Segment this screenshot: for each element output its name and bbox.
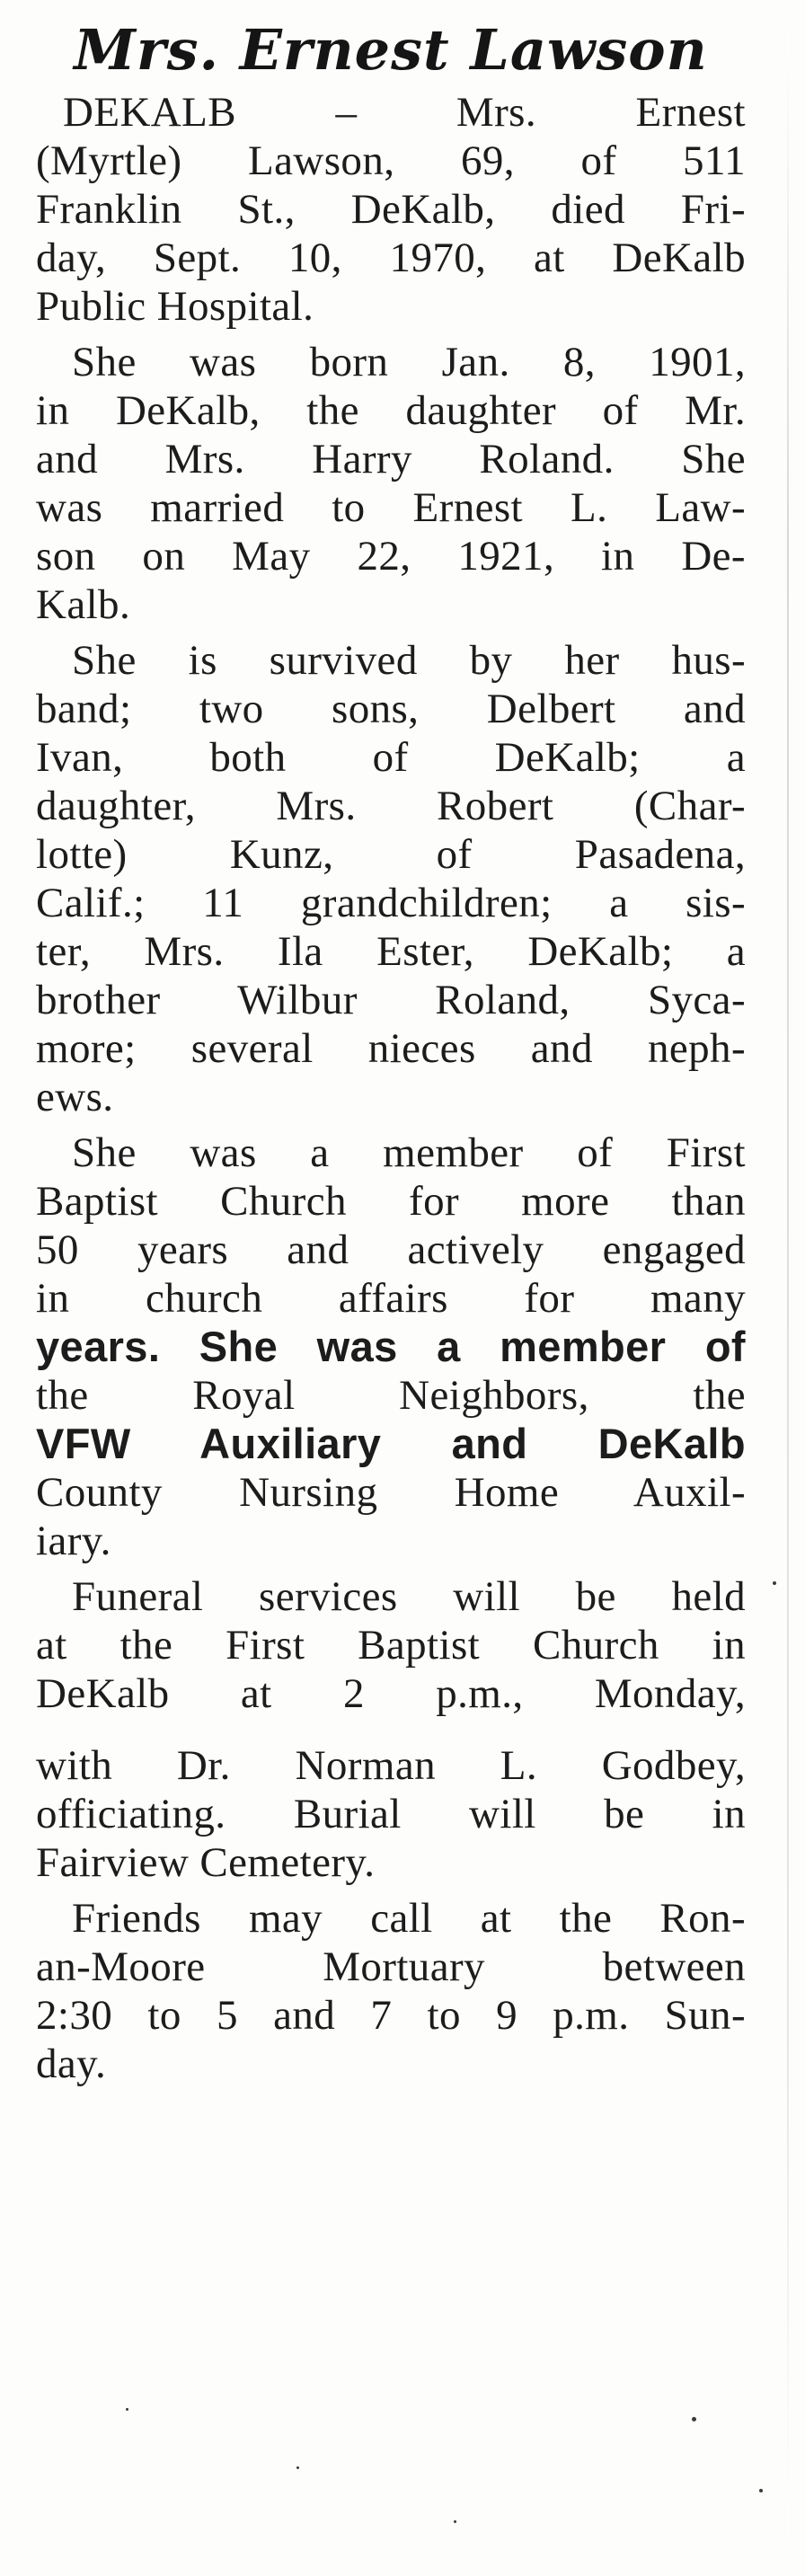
scan-speck [773, 1581, 776, 1585]
text-line: Public Hospital. [36, 283, 314, 330]
text-line: and Mrs. Harry Roland. She [36, 436, 746, 482]
text-line: Calif.; 11 grandchildren; a sis- [36, 880, 746, 926]
text-line: in church affairs for many [36, 1275, 746, 1322]
text-line: Friends may call at the Ron- [72, 1895, 746, 1942]
text-line: was married to Ernest L. Law- [36, 484, 746, 531]
text-line: Fairview Cemetery. [36, 1839, 376, 1886]
scan-speck [759, 2489, 763, 2492]
text-line: Franklin St., DeKalb, died Fri- [36, 186, 746, 233]
obituary-paragraph [36, 1741, 746, 1887]
obituary-paragraph [36, 338, 746, 629]
text-line: day, Sept. 10, 1970, at DeKalb [36, 235, 746, 281]
text-line: County Nursing Home Auxil- [36, 1469, 746, 1516]
obituary-paragraph [36, 1129, 746, 1565]
text-line: the Royal Neighbors, the [36, 1372, 746, 1419]
text-line: lotte) Kunz, of Pasadena, [36, 831, 746, 878]
obituary-paragraph [36, 1894, 746, 2088]
scan-speck [692, 2417, 696, 2421]
text-line: more; several nieces and neph- [36, 1025, 746, 1072]
text-line: band; two sons, Delbert and [36, 686, 746, 732]
text-line: in DeKalb, the daughter of Mr. [36, 387, 746, 434]
text-line: with Dr. Norman L. Godbey, [36, 1742, 746, 1789]
text-line: 50 years and actively engaged [36, 1226, 746, 1273]
text-line: DeKalb at 2 p.m., Monday, [36, 1670, 746, 1717]
scan-speck [126, 2408, 128, 2411]
text-line: Kalb. [36, 581, 131, 628]
text-line: son on May 22, 1921, in De- [36, 533, 746, 580]
obituary-column [36, 18, 746, 2095]
text-line: Funeral services will be held [72, 1573, 746, 1620]
text-line: DEKALB – Mrs. Ernest [63, 89, 746, 136]
obituary-paragraph [36, 88, 746, 331]
obituary-paragraph [36, 1572, 746, 1718]
text-line: an-Moore Mortuary between [36, 1943, 746, 1990]
text-line: She is survived by her hus- [72, 637, 746, 684]
text-line: daughter, Mrs. Robert (Char- [36, 783, 746, 829]
text-line: Baptist Church for more than [36, 1178, 746, 1225]
text-line: She was a member of First [72, 1129, 746, 1176]
scan-speck [296, 2466, 299, 2469]
text-line: officiating. Burial will be in [36, 1791, 746, 1837]
scan-speck [454, 2520, 456, 2523]
text-line: brother Wilbur Roland, Syca- [36, 977, 746, 1023]
text-line: ter, Mrs. Ila Ester, DeKalb; a [36, 928, 746, 975]
text-line: 2:30 to 5 and 7 to 9 p.m. Sun- [36, 1992, 746, 2039]
text-line: (Myrtle) Lawson, 69, of 511 [36, 137, 746, 184]
text-line: She was born Jan. 8, 1901, [72, 339, 746, 385]
text-line: at the First Baptist Church in [36, 1622, 746, 1669]
text-line: ews. [36, 1074, 114, 1120]
scan-edge-shadow [787, 36, 789, 2534]
text-line: Ivan, both of DeKalb; a [36, 734, 746, 781]
text-line: years. She was a member of [36, 1323, 746, 1370]
obituary-headline: Mrs. Ernest Lawson [74, 17, 708, 83]
obituary-paragraph [36, 636, 746, 1121]
text-line: day. [36, 2040, 107, 2087]
text-line: VFW Auxiliary and DeKalb [36, 1420, 746, 1467]
text-line: iary. [36, 1518, 111, 1564]
